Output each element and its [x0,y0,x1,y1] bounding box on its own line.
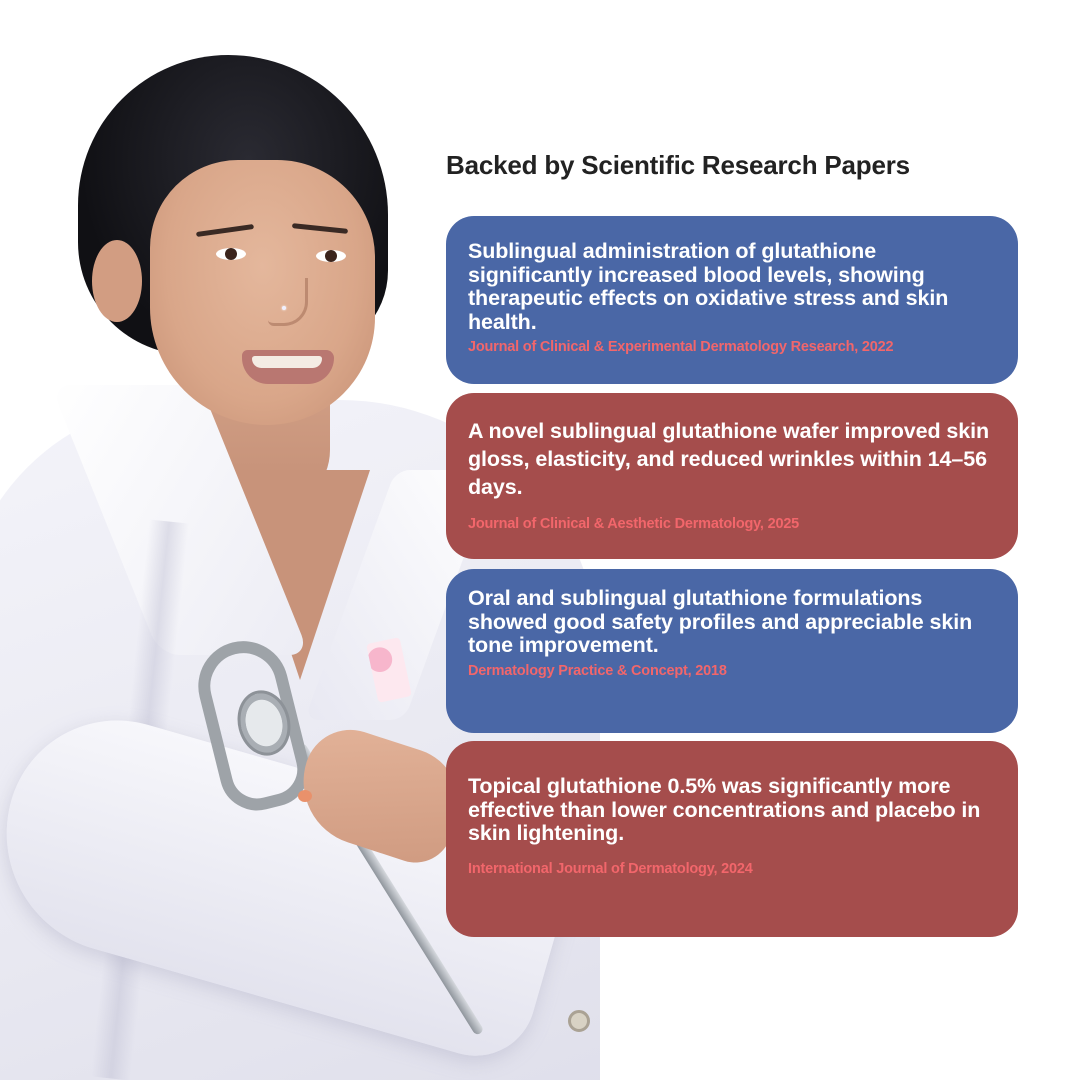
face [150,160,375,425]
research-citation: Journal of Clinical & Aesthetic Dermatology, 2025 [468,516,800,532]
eye-right [316,250,346,262]
stethoscope-earpiece [568,1010,590,1032]
research-card [446,569,1018,733]
research-finding: Sublingual administration of glutathione significantly increased blood levels, showing therapeutic effects on oxidative stress and skin health. [468,239,949,334]
research-citation: Dermatology Practice & Concept, 2018 [468,662,727,679]
research-citation: International Journal of Dermatology, 2024 [468,860,753,877]
research-citation: Journal of Clinical & Experimental Dermatology Research, 2022 [468,339,894,355]
eye-left [216,248,246,260]
ear [92,240,142,322]
research-finding: Topical glutathione 0.5% was significantly more effective than lower concentrations and placebo in skin lightening. [468,774,981,845]
smile [242,350,334,384]
research-finding: Oral and sublingual glutathione formulations showed good safety profiles and appreciable skin tone improvement. [468,586,973,657]
nose-stud [282,306,286,310]
research-card [446,393,1018,559]
research-card [446,741,1018,937]
research-finding: A novel sublingual glutathione wafer improved skin gloss, elasticity, and reduced wrinkles within 14–56 days. [468,419,990,499]
research-card [446,216,1018,384]
fingernail [298,790,312,802]
page-title: Backed by Scientific Research Papers [446,150,910,180]
